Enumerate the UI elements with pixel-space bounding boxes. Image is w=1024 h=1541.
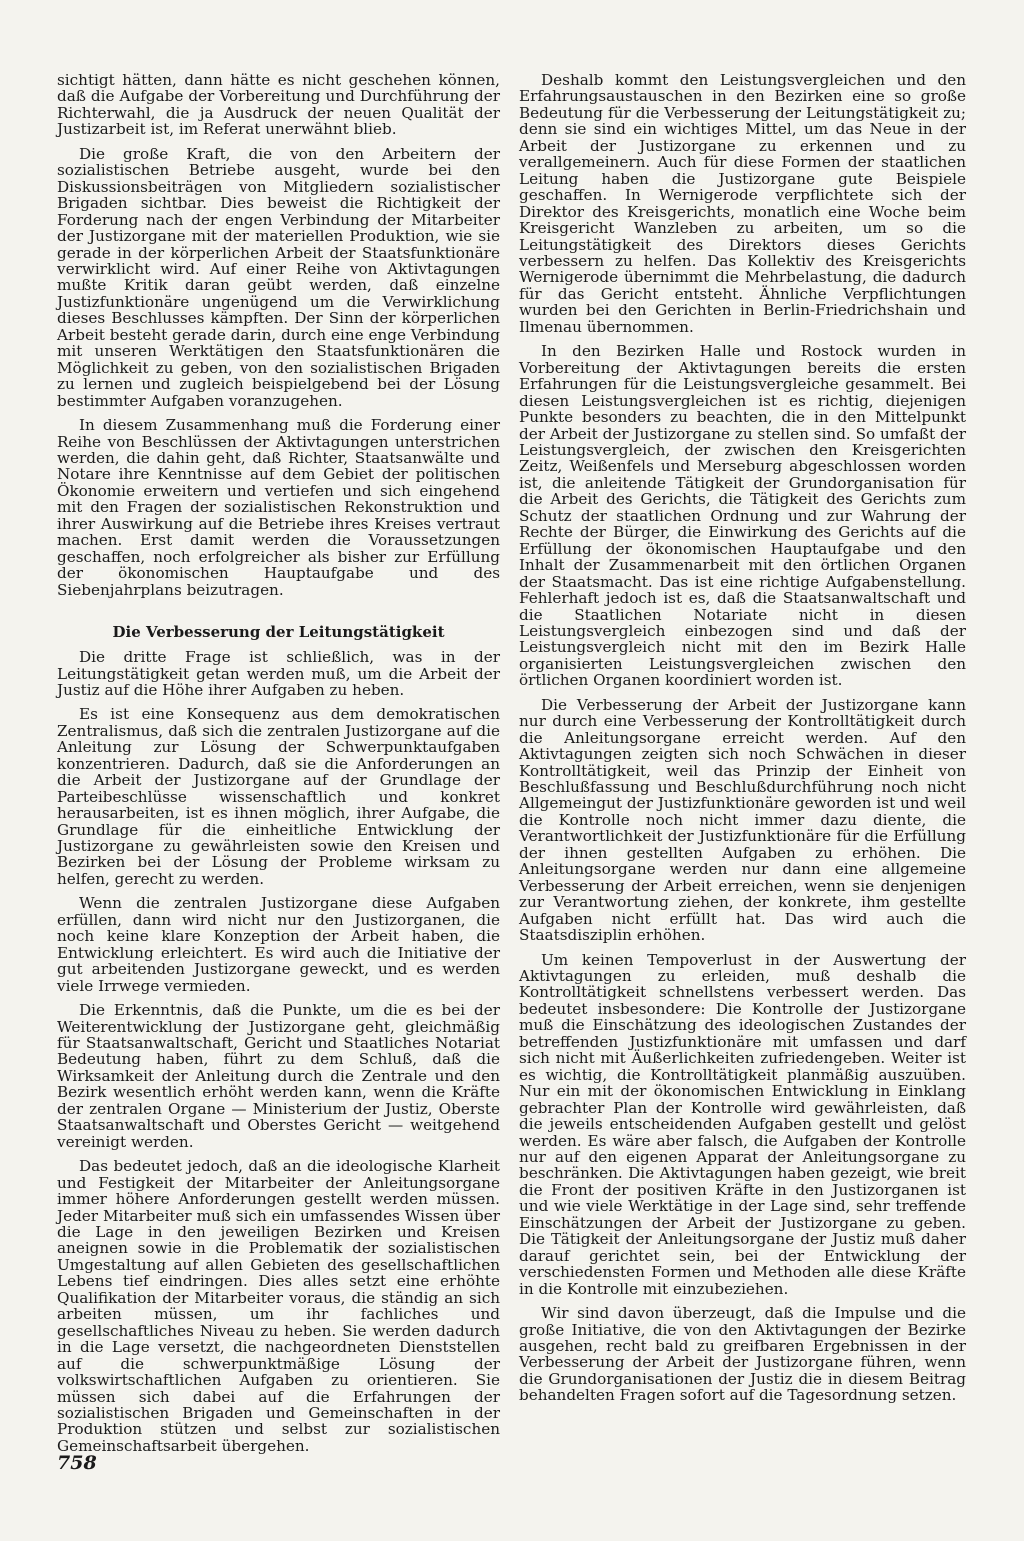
paragraph: Wenn die zentralen Justizorgane diese Aufgaben erfüllen, dann wird nicht nur den Justizorganen, die noch keine klare Konzeption der Arbeit haben, die Entwicklung erleichtert. Es wird auch die Initiative der gut arbeitenden Justizorgane geweckt, und es werden viele Irrwege vermieden. (57, 894, 500, 995)
left-column (57, 72, 500, 1462)
right-column (519, 72, 966, 1412)
paragraph: Wir sind davon überzeugt, daß die Impulse und die große Initiative, die von den Aktivtagungen der Bezirke ausgehen, recht bald zu greifbaren Ergebnissen in der Verbesserung der Arbeit der Justizorgane führen, wenn die Grundorganisationen der Justiz die in diesem Beitrag behandelten Fragen sofort auf die Tagesordnung setzen. (519, 1304, 966, 1405)
paragraph: sichtigt hätten, dann hätte es nicht geschehen können, daß die Aufgabe der Vorbereitung und Durchführung der Richterwahl, die ja Ausdruck der neuen Qualität der Justizarbeit ist, im Referat unerwähnt blieb. (57, 71, 500, 139)
paragraph: Deshalb kommt den Leistungsvergleichen und den Erfahrungsaustauschen in den Bezirken eine so große Bedeutung für die Verbesserung der Leitungstätigkeit zu; denn sie sind ein wichtiges Mittel, um das Neue in der Arbeit der Justizorgane zu erkennen und zu verallgemeinern. Auch für diese Formen der staatlichen Leitung haben die Justizorgane gute Beispiele geschaffen. In Wernigerode verpflichtete sich der Direktor des Kreisgerichts, monatlich eine Woche beim Kreisgericht Wanzleben zu arbeiten, um so die Leitungstätigkeit des Direktors dieses Gerichts verbessern zu helfen. Das Kollektiv des Kreisgerichts Wernigerode übernimmt die Mehrbelastung, die dadurch für das Gericht entsteht. Ähnliche Verpflichtungen wurden bei den Gerichten in Berlin-Friedrichshain und Ilmenau übernommen. (519, 71, 966, 336)
paragraph: Die Erkenntnis, daß die Punkte, um die es bei der Weiterentwicklung der Justizorgane geht, gleichmäßig für Staatsanwaltschaft, Gericht und Staatliches Notariat Bedeutung haben, führt zu dem Schluß, daß die Wirksamkeit der Anleitung durch die Zentrale und den Bezirk wesentlich erhöht werden kann, wenn die Kräfte der zentralen Organe — Ministerium der Justiz, Oberste Staatsanwaltschaft und Oberstes Gericht — weitgehend vereinigt werden. (57, 1001, 500, 1151)
paragraph: In diesem Zusammenhang muß die Forderung einer Reihe von Beschlüssen der Aktivtagungen unterstrichen werden, die dahin geht, daß Richter, Staatsanwälte und Notare ihre Kenntnisse auf dem Gebiet der politischen Ökonomie erweitern und vertiefen und sich eingehend mit den Fragen der sozialistischen Rekonstruktion und ihrer Auswirkung auf die Betriebe ihres Kreises vertraut machen. Erst damit werden die Voraussetzungen geschaffen, noch erfolgreicher als bisher zur Erfüllung der ökonomischen Hauptaufgabe und des Siebenjahrplans beizutragen. (57, 416, 500, 599)
paragraph: Die Verbesserung der Arbeit der Justizorgane kann nur durch eine Verbesserung der Kontrolltätigkeit durch die Anleitungsorgane erreicht werden. Auf den Aktivtagungen zeigten sich noch Schwächen in dieser Kontrolltätigkeit, weil das Prinzip der Einheit von Beschlußfassung und Beschlußdurchführung noch nicht Allgemeingut der Justizfunktionäre geworden ist und weil die Kontrolle noch nicht immer dazu diente, die Verantwortlichkeit der Justizfunktionäre für die Erfüllung der ihnen gestellten Aufgaben zu erhöhen. Die Anleitungsorgane werden nur dann eine allgemeine Verbesserung der Arbeit erreichen, wenn sie denjenigen zur Verantwortung ziehen, der konkrete, ihm gestellte Aufgaben nicht erfüllt hat. Das wird auch die Staatsdisziplin erhöhen. (519, 695, 966, 945)
paragraph: In den Bezirken Halle und Rostock wurden in Vorbereitung der Aktivtagungen bereits die ersten Erfahrungen für die Leistungsvergleiche gesammelt. Bei diesen Leistungsvergleichen ist es richtig, diejenigen Punkte besonders zu beachten, die in den Mittelpunkt der Arbeit der Justizorgane zu stellen sind. So umfaßt der Leistungsvergleich, der zwischen den Kreisgerichten Zeitz, Weißenfels und Merseburg abgeschlossen worden ist, die anleitende Tätigkeit der Grundorganisation für die Arbeit des Gerichts, die Tätigkeit des Gerichts zum Schutz der staatlichen Ordnung und zur Wahrung der Rechte der Bürger, die Einwirkung des Gerichts auf die Erfüllung der ökonomischen Hauptaufgabe und den Inhalt der Zusammenarbeit mit den örtlichen Organen der Staatsmacht. Das ist eine richtige Aufgabenstellung. Fehlerhaft jedoch ist es, daß die Staatsanwaltschaft und die Staatlichen Notariate nicht in diesen Leistungsvergleich einbezogen sind und daß der Leistungsvergleich nicht mit den im Bezirk Halle organisierten Leistungsvergleichen zwischen den örtlichen Organen koordiniert worden ist. (519, 342, 966, 690)
paragraph: Die dritte Frage ist schließlich, was in der Leitungstätigkeit getan werden muß, um die Arbeit der Justiz auf die Höhe ihrer Aufgaben zu heben. (57, 648, 500, 699)
page-number: 758 (57, 1452, 97, 1474)
paragraph: Die große Kraft, die von den Arbeitern der sozialistischen Betriebe ausgeht, wurde bei den Diskussionsbeiträgen von Mitgliedern sozialistischer Brigaden sichtbar. Dies beweist die Richtigkeit der Forderung nach der engen Verbindung der Mitarbeiter der Justizorgane mit der materiellen Produktion, wie sie gerade in der körperlichen Arbeit der Staatsfunktionäre verwirklicht wird. Auf einer Reihe von Aktivtagungen mußte Kritik daran geübt werden, daß einzelne Justizfunktionäre ungenügend um die Verwirklichung dieses Beschlusses kämpften. Der Sinn der körperlichen Arbeit besteht gerade darin, durch eine enge Verbindung mit unseren Werktätigen den Staatsfunktionären die Möglichkeit zu geben, von den sozialistischen Brigaden zu lernen und zugleich beispielgebend bei der Lösung bestimmter Aufgaben voranzugehen. (57, 144, 500, 410)
paragraph: Um keinen Tempoverlust in der Auswertung der Aktivtagungen zu erleiden, muß deshalb die Kontrolltätigkeit schnellstens verbessert werden. Das bedeutet insbesondere: Die Kontrolle der Justizorgane muß die Einschätzung des ideologischen Zustandes der betreffenden Justizfunktionäre mit umfassen und darf sich nicht mit Äußerlichkeiten zufriedengeben. Weiter ist es wichtig, die Kontrolltätigkeit planmäßig auszuüben. Nur ein mit der ökonomischen Entwicklung in Einklang gebrachter Plan der Kontrolle wird gewährleisten, daß die jeweils entscheidenden Aufgaben gestellt und gelöst werden. Es wäre aber falsch, die Aufgaben der Kontrolle nur auf den eigenen Apparat der Anleitungsorgane zu beschränken. Die Aktivtagungen haben gezeigt, wie breit die Front der positiven Kräfte in den Justizorganen ist und wie viele Werktätige in der Lage sind, sehr treffende Einschätzungen der Arbeit der Justizorgane zu geben. Die Tätigkeit der Anleitungsorgane der Justiz muß daher darauf gerichtet sein, bei der Entwicklung der verschiedensten Formen und Methoden alle diese Kräfte in die Kontrolle mit einzubeziehen. (519, 950, 966, 1298)
paragraph: Das bedeutet jedoch, daß an die ideologische Klarheit und Festigkeit der Mitarbeiter der Anleitungsorgane immer höhere Anforderungen gestellt werden müssen. Jeder Mitarbeiter muß sich ein umfassendes Wissen über die Lage in den jeweiligen Bezirken und Kreisen aneignen sowie in die Problematik der sozialistischen Umgestaltung auf allen Gebieten des gesellschaftlichen Lebens tief eindringen. Dies alles setzt eine erhöhte Qualifikation der Mitarbeiter voraus, die ständig an sich arbeiten müssen, um ihr fachliches und gesellschaftliches Niveau zu heben. Sie werden dadurch in die Lage versetzt, die nachgeordneten Dienststellen auf die schwerpunktmäßige Lösung der volkswirtschaftlichen Aufgaben zu orientieren. Sie müssen sich dabei auf die Erfahrungen der sozialistischen Brigaden und Gemeinschaften in der Produktion stützen und selbst zur sozialistischen Gemeinschaftsarbeit übergehen. (57, 1157, 500, 1455)
paragraph: Es ist eine Konsequenz aus dem demokratischen Zentralismus, daß sich die zentralen Justizorgane auf die Anleitung zur Lösung der Schwerpunktaufgaben konzentrieren. Dadurch, daß sie die Anforderungen an die Arbeit der Justizorgane auf der Grundlage der Parteibeschlüsse wissenschaftlich und konkret herausarbeiten, ist es ihnen möglich, ihrer Aufgabe, die Grundlage für die einheitliche Entwicklung der Justizorgane zu gewährleisten sowie den Kreisen und Bezirken bei der Lösung der Probleme wirksam zu helfen, gerecht zu werden. (57, 705, 500, 888)
section-heading: Die Verbesserung der Leitungstätigkeit (112, 623, 445, 642)
